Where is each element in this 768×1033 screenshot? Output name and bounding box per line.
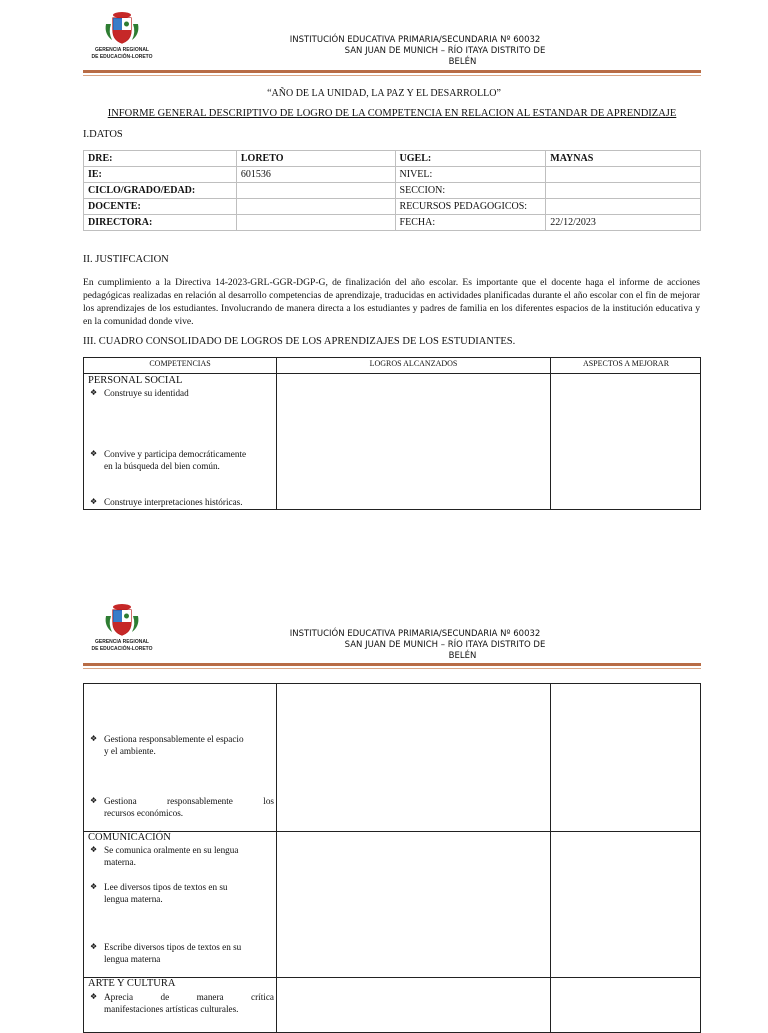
competency-text-block <box>104 795 274 819</box>
competency-text-line: en la búsqueda del bien común. <box>104 461 220 471</box>
competency-text-block <box>104 991 274 1015</box>
datos-value <box>546 199 701 215</box>
section-justification-title: II. JUSTIFCACION <box>83 254 169 265</box>
datos-value <box>236 183 395 199</box>
datos-row <box>84 183 701 199</box>
bullet-icon: ❖ <box>90 845 98 854</box>
competency-text-line: recursos económicos. <box>104 808 184 818</box>
competency-text-line: Gestiona responsablemente los <box>104 796 274 806</box>
competency-text-line: y el ambiente. <box>104 746 156 756</box>
bullet-icon: ❖ <box>90 882 98 891</box>
competency-text-line: materna. <box>104 857 136 867</box>
col-divider <box>276 358 277 509</box>
peru-coat-of-arms-logo <box>88 602 156 652</box>
competency-text-block <box>104 881 274 905</box>
area-comunicacion: COMUNICACIÓN <box>88 832 171 843</box>
school-header <box>240 629 590 662</box>
logo-line-1: GERENCIA REGIONAL <box>95 47 149 53</box>
bullet-icon: ❖ <box>90 497 98 506</box>
list-item <box>90 941 270 965</box>
datos-label: NIVEL: <box>395 167 546 183</box>
competency-text-line: Gestiona responsablemente el espacio <box>104 734 244 744</box>
list-item <box>90 795 274 819</box>
page-2 <box>0 596 768 1024</box>
datos-row <box>84 215 701 231</box>
datos-value: 22/12/2023 <box>546 215 701 231</box>
section-datos-title: I.DATOS <box>83 129 123 140</box>
list-item <box>90 991 274 1015</box>
peru-coat-of-arms-logo <box>88 10 156 60</box>
datos-value <box>236 199 395 215</box>
area-personal-social: PERSONAL SOCIAL <box>88 375 183 386</box>
header-rule <box>83 70 701 73</box>
section-cuadro-title: III. CUADRO CONSOLIDADO DE LOGROS DE LOS APRENDIZAJES DE LOS ESTUDIANTES. <box>83 336 516 347</box>
datos-label: RECURSOS PEDAGOGICOS: <box>395 199 546 215</box>
row-divider <box>84 831 700 832</box>
school-header-line-2: SAN JUAN DE MUNICH – RÍO ITAYA DISTRITO DE <box>344 46 546 56</box>
competency-text-line: Lee diversos tipos de textos en su <box>104 882 228 892</box>
school-header <box>240 35 590 68</box>
col-divider <box>550 358 551 509</box>
datos-label: DRE: <box>84 151 237 167</box>
competency-text-line: lengua materna. <box>104 894 163 904</box>
datos-label: UGEL: <box>395 151 546 167</box>
col-header-aspectos: ASPECTOS A MEJORAR <box>582 359 670 368</box>
coat-of-arms-icon <box>102 602 142 638</box>
list-item <box>90 881 270 905</box>
col-divider <box>276 684 277 1032</box>
school-header-line-1: INSTITUCIÓN EDUCATIVA PRIMARIA/SECUNDARIA Nº 60032 <box>289 629 541 639</box>
bullet-icon: ❖ <box>90 796 98 805</box>
school-header-line-2: SAN JUAN DE MUNICH – RÍO ITAYA DISTRITO DE <box>344 640 546 650</box>
datos-value <box>546 183 701 199</box>
school-header-line-3: BELÉN <box>448 57 477 67</box>
competency-text-block <box>104 941 274 965</box>
col-divider <box>550 684 551 1032</box>
header-rule-thin <box>83 668 701 669</box>
datos-label: CICLO/GRADO/EDAD: <box>84 183 237 199</box>
datos-label: SECCION: <box>395 183 546 199</box>
row-divider <box>84 977 700 978</box>
list-item <box>90 387 270 399</box>
datos-label: DOCENTE: <box>84 199 237 215</box>
competency-text-block <box>104 733 274 757</box>
logo-line-2: DE EDUCACIÓN-LORETO <box>91 54 153 60</box>
coat-of-arms-icon <box>102 10 142 46</box>
list-item <box>90 496 270 508</box>
bullet-icon: ❖ <box>90 734 98 743</box>
page-gap <box>0 540 768 596</box>
header-rule-thin <box>83 75 701 76</box>
col-header-logros: LOGROS ALCANZADOS <box>369 359 458 368</box>
datos-value: LORETO <box>236 151 395 167</box>
datos-value <box>546 167 701 183</box>
logo-line-2: DE EDUCACIÓN-LORETO <box>91 646 153 652</box>
competency-text-line: Se comunica oralmente en su lengua <box>104 845 239 855</box>
competency-text: Construye interpretaciones históricas. <box>104 497 243 507</box>
col-header-competencias: COMPETENCIAS <box>149 359 211 368</box>
bullet-icon: ❖ <box>90 388 98 397</box>
competency-text-line: manifestaciones artísticas culturales. <box>104 1004 239 1014</box>
bullet-icon: ❖ <box>90 992 98 1001</box>
bullet-icon: ❖ <box>90 449 98 458</box>
datos-value: MAYNAS <box>546 151 701 167</box>
justification-paragraph: En cumplimiento a la Directiva 14-2023-GRL-GGR-DGP-G, de finalización del año escolar. Es importante que el docente haga el informe de acciones pedagógicas realizadas en relación al desarrollo competencias de aprendizaje, traducidas en actividades planificadas durante el año escolar con el fin de mejorar los aprendizajes de los estudiantes. Involucrando de manera directa a los estudiantes y padres de familia en los diferentes espacios de la institución educativa y en la comunidad donde vive. <box>83 277 700 327</box>
competencias-table-2 <box>83 683 701 1033</box>
area-arte-y-cultura: ARTE Y CULTURA <box>88 978 176 989</box>
datos-row <box>84 151 701 167</box>
competency-text-line: lengua materna <box>104 954 161 964</box>
list-item <box>90 844 270 868</box>
school-header-line-3: BELÉN <box>448 651 477 661</box>
competencias-table-1 <box>83 357 701 510</box>
list-item <box>90 448 270 472</box>
datos-label: FECHA: <box>395 215 546 231</box>
competency-text-line: Convive y participa democráticamente <box>104 449 247 459</box>
header-divider <box>84 373 700 374</box>
header-rule <box>83 663 701 666</box>
year-motto: “AÑO DE LA UNIDAD, LA PAZ Y EL DESARROLLO” <box>267 88 501 99</box>
school-header-line-1: INSTITUCIÓN EDUCATIVA PRIMARIA/SECUNDARIA Nº 60032 <box>289 35 541 45</box>
datos-row <box>84 167 701 183</box>
report-title: INFORME GENERAL DESCRIPTIVO DE LOGRO DE LA COMPETENCIA EN RELACION AL ESTANDAR DE APRENDIZAJE <box>107 108 677 119</box>
bullet-icon: ❖ <box>90 942 98 951</box>
datos-label: IE: <box>84 167 237 183</box>
logo-line-1: GERENCIA REGIONAL <box>95 639 149 645</box>
competency-text-line: Escribe diversos tipos de textos en su <box>104 942 242 952</box>
list-item <box>90 733 270 757</box>
datos-table <box>83 150 701 231</box>
competency-text-block <box>104 844 274 868</box>
competency-text-line: Aprecia de manera crítica <box>104 992 274 1002</box>
competency-text: Construye su identidad <box>104 388 189 398</box>
competency-text-block <box>104 448 274 472</box>
datos-value: 601536 <box>236 167 395 183</box>
datos-label: DIRECTORA: <box>84 215 237 231</box>
datos-value <box>236 215 395 231</box>
datos-row <box>84 199 701 215</box>
